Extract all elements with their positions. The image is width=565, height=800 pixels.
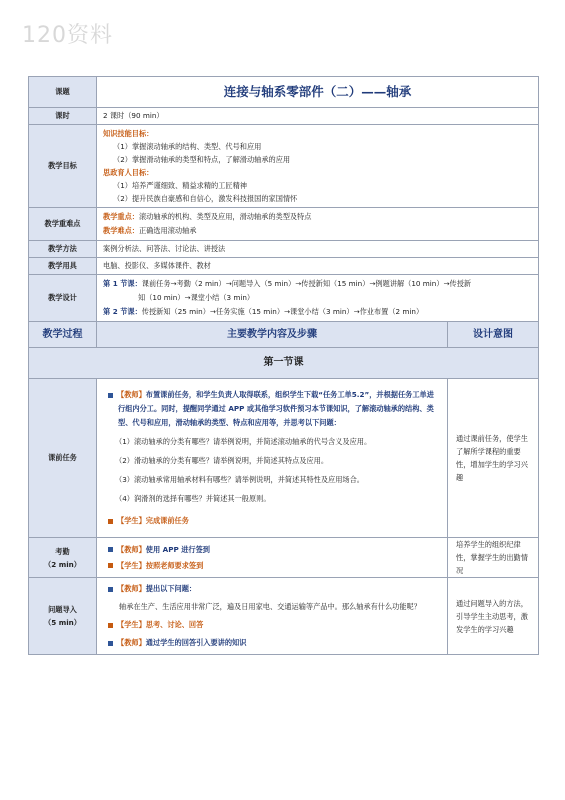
attendance-label: 考勤 — [55, 546, 70, 556]
difficulty-text: 正确选用滚动轴承 — [138, 226, 197, 235]
row-method — [29, 241, 539, 258]
knowledge-item: （2）掌握滑动轴承的类型和特点，了解滑动轴承的应用 — [113, 155, 291, 164]
key-label: 教学重难点 — [29, 208, 97, 241]
design-s2-text: 传授新知（25 min）→任务实施（15 min）→课堂小结（3 min）→作业布置（2 min） — [141, 307, 424, 316]
intro-intent: 通过问题导入的方法，引导学生主动思考，激发学生的学习兴趣 — [448, 578, 539, 655]
bullet-square-icon — [108, 393, 113, 398]
tools-label: 教学用具 — [29, 258, 97, 275]
header-row — [29, 322, 539, 348]
student-tag: 【学生】 — [117, 560, 146, 570]
row-goals — [29, 125, 539, 208]
knowledge-item: （1）掌握滚动轴承的结构、类型、代号和应用 — [113, 142, 262, 151]
teacher-tag: 【教师】 — [117, 390, 146, 399]
pre-task-label: 课前任务 — [29, 379, 97, 538]
method-label: 教学方法 — [29, 241, 97, 258]
intro-student-text: 思考、讨论、回答 — [145, 620, 204, 629]
student-tag: 【学生】 — [117, 516, 146, 525]
attendance-time: （2 min） — [44, 559, 81, 569]
hours-value: 2 课时（90 min） — [97, 108, 539, 125]
bullet-square-icon — [108, 547, 113, 552]
goals-label: 教学目标 — [29, 125, 97, 208]
pre-task-question: （4）润滑剂的选择有哪些？并简述其一般原则。 — [115, 494, 271, 503]
focus-title: 教学重点： — [103, 212, 139, 221]
student-tag: 【学生】 — [117, 620, 146, 629]
row-hours — [29, 108, 539, 125]
pre-task-student-text: 完成课前任务 — [145, 516, 189, 525]
ideology-item: （2）提升民族自豪感和自信心，激发科技报国的家国情怀 — [113, 194, 298, 203]
pre-task-question: （3）滚动轴承常用轴承材料有哪些？请举例说明，并简述其特性及应用场合。 — [115, 475, 364, 484]
header-intent: 设计意图 — [448, 322, 539, 348]
design-label: 教学设计 — [29, 275, 97, 322]
ideology-item: （1）培养严谨细致、精益求精的工匠精神 — [113, 181, 247, 190]
intro-time: （5 min） — [44, 618, 81, 627]
design-s1-line2: 知（10 min）→课堂小结（3 min） — [138, 293, 255, 302]
teacher-tag: 【教师】 — [117, 544, 146, 554]
row-key — [29, 208, 539, 241]
attendance-teacher-text: 使用 APP 进行签到 — [145, 544, 210, 554]
pre-task-question: （2）滑动轴承的分类有哪些？请举例说明，并简述其特点及应用。 — [115, 456, 329, 465]
tools-value: 电脑、投影仪、多媒体课件、教材 — [97, 258, 539, 275]
header-process: 教学过程 — [29, 322, 97, 348]
attendance-student-text: 按照老师要求签到 — [145, 560, 204, 570]
design-s2-title: 第 2 节课： — [103, 307, 142, 316]
knowledge-title: 知识技能目标： — [103, 129, 154, 138]
method-value: 案例分析法、问答法、讨论法、讲授法 — [97, 241, 539, 258]
bullet-square-icon — [108, 587, 113, 592]
intro-teacher-text: 提出以下问题： — [145, 584, 197, 593]
section-row — [29, 348, 539, 379]
row-tools — [29, 258, 539, 275]
row-design — [29, 275, 539, 322]
pre-task-intent: 通过课前任务，使学生了解所学课程的重要性，增加学生的学习兴趣 — [448, 379, 539, 538]
design-s1-title: 第 1 节课： — [103, 279, 142, 288]
section-title: 第一节课 — [29, 348, 539, 379]
course-title: 连接与轴系零部件（二）——轴承 — [97, 77, 539, 108]
intro-teacher2-text: 通过学生的回答引入要讲的知识 — [145, 638, 247, 647]
bullet-square-icon — [108, 563, 113, 568]
focus-text: 滚动轴承的机构、类型及应用，滑动轴承的类型及特点 — [138, 212, 312, 221]
teacher-tag: 【教师】 — [117, 638, 146, 647]
pre-task-teacher-text: 布置课前任务，和学生负责人取得联系，组织学生下载“任务工单5.2”，并根据任务工单进行组内分工。同时，提醒同学通过 APP 或其他学习软件预习本节课知识，了解滚动轴承的结构、类型、代号和应用，滑动轴承的类型、特点和应用等，并思考以下问题： — [118, 390, 434, 427]
design-s1-line1: 课前任务→考勤（2 min）→问题导入（5 min）→传授新知（15 min）→例题讲解（10 min）→传授新 — [141, 279, 472, 288]
lesson-plan-table — [28, 76, 539, 655]
course-label: 课题 — [29, 77, 97, 108]
intro-question: 轴承在生产、生活应用非常广泛，遍及日用家电、交通运输等产品中。那么轴承有什么功能呢？ — [119, 602, 421, 611]
ideology-title: 思政育人目标： — [103, 168, 154, 177]
bullet-square-icon — [108, 519, 113, 524]
watermark: 120资料 — [22, 23, 113, 48]
pre-task-question: （1）滚动轴承的分类有哪些？请举例说明，并简述滚动轴承的代号含义及应用。 — [115, 437, 372, 446]
intro-label: 问题导入 — [48, 605, 77, 614]
attendance-intent: 培养学生的组织纪律性，掌握学生的出勤情况 — [448, 538, 539, 578]
header-content: 主要教学内容及步骤 — [97, 322, 448, 348]
bullet-square-icon — [108, 641, 113, 646]
bullet-square-icon — [108, 623, 113, 628]
teacher-tag: 【教师】 — [117, 584, 146, 593]
row-intro — [29, 578, 539, 655]
row-pre-task — [29, 379, 539, 538]
row-attendance — [29, 538, 539, 578]
row-course — [29, 77, 539, 108]
difficulty-title: 教学难点： — [103, 226, 139, 235]
hours-label: 课时 — [29, 108, 97, 125]
